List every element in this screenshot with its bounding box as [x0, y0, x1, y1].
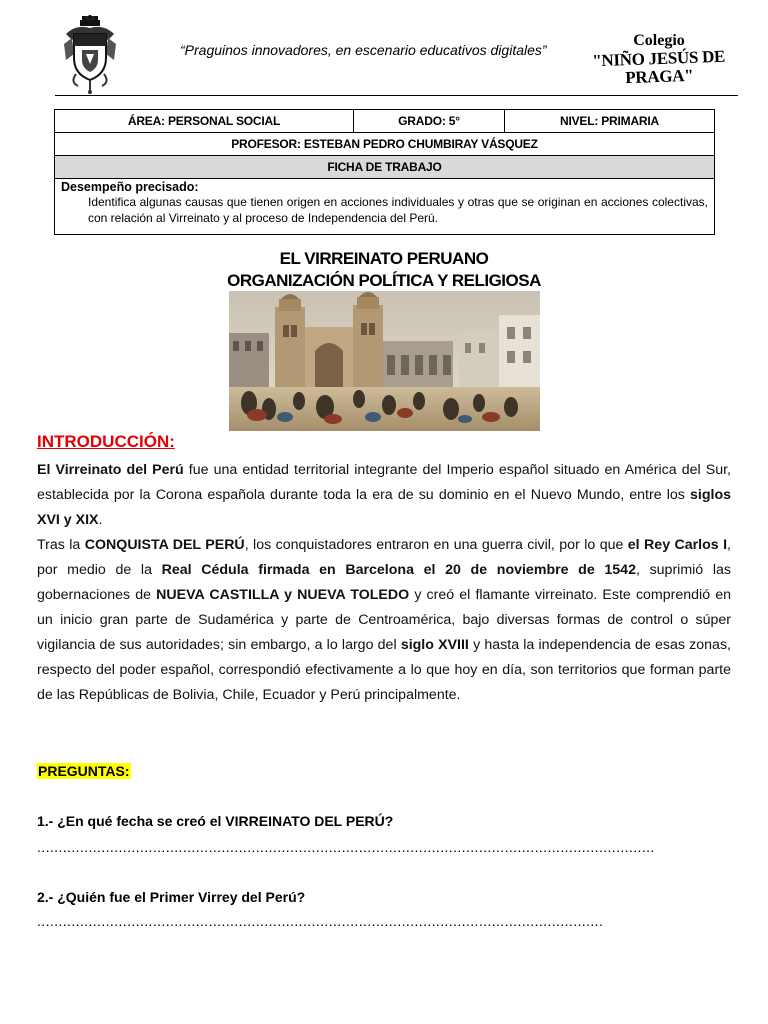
college-line2: "NIÑO JESÚS DE PRAGA": [591, 46, 726, 88]
question-1: 1.- ¿En qué fecha se creó el VIRREINATO DEL PERÚ?: [37, 813, 394, 829]
intro-p2-bold-5: siglo XVIII: [400, 637, 469, 653]
intro-p2-text-2: , por medio de la: [37, 537, 731, 578]
intro-p1-bold-1: El Virreinato del Perú: [37, 462, 184, 478]
grado-cell: GRADO: 5°: [354, 110, 505, 133]
intro-p1-text-2: .: [98, 512, 103, 528]
college-logo-text: [586, 32, 732, 86]
desempeno-cell: [55, 179, 715, 235]
intro-body: [37, 458, 731, 708]
intro-p2-text-1: , los conquistadores entraron en una guerra civil, por lo que: [244, 537, 628, 553]
info-row-1: [55, 110, 715, 133]
intro-p2-text-0: Tras la: [37, 537, 85, 553]
header-divider: [55, 95, 738, 96]
intro-heading: INTRODUCCIÓN:: [37, 432, 175, 451]
desempeno-text: Identifica algunas causas que tienen origen en acciones individuales y otras que se originan en acciones colectivas, con relación al Virreinato y al proceso de Independencia del Perú.: [88, 195, 708, 225]
colonial-lima-plaza-illustration: [229, 291, 540, 431]
intro-p2-bold-1: CONQUISTA DEL PERÚ: [84, 537, 245, 553]
intro-p2-bold-2: el Rey Carlos I: [627, 537, 728, 553]
desempeno-label: Desempeño precisado:: [61, 180, 199, 194]
intro-p2-text-4: y creó el flamante virreinato. Este comprendió en un inicio gran parte de Sudamérica y parte de Centroamérica, bajo diversas formas de control o súper vigilancia de sus autoridades; sin embargo, a lo largo del: [37, 587, 731, 653]
page-title: EL VIRREINATO PERUANO: [279, 249, 489, 268]
intro-p1-bold-2: siglos XVI y XIX: [37, 487, 731, 528]
answer-line-1[interactable]: ................................................................................................................................................: [37, 839, 655, 855]
info-table: [54, 109, 715, 235]
intro-paragraph-1: [37, 458, 731, 533]
info-row-4: [55, 179, 715, 235]
intro-p2-bold-4: NUEVA CASTILLA y NUEVA TOLEDO: [156, 587, 410, 603]
intro-p2-text-3: , suprimió las gobernaciones de: [37, 562, 731, 603]
info-row-3: [55, 156, 715, 179]
school-slogan: “Praguinos innovadores, en escenario educativos digitales”: [180, 42, 547, 58]
area-cell: ÁREA: PERSONAL SOCIAL: [55, 110, 354, 133]
college-line1: Colegio: [633, 32, 685, 49]
question-2: 2.- ¿Quién fue el Primer Virrey del Perú?: [37, 889, 306, 905]
intro-p1-text-1: fue una entidad territorial integrante del Imperio español situado en América del Sur, establecida por la Corona española durante toda la era de su dominio en el Nuevo Mundo, entre los: [37, 462, 732, 503]
intro-paragraph-2: [37, 533, 731, 708]
intro-p2-text-5: y hasta la independencia de esas zonas, respecto del poder español, correspondió efectivamente a lo que hoy en día, son territorios que forman parte de las Repúblicas de Bolivia, Chile, Ecuador y Perú principalmente.: [37, 637, 731, 703]
answer-line-2[interactable]: ....................................................................................................................................: [37, 913, 604, 929]
page-header: [0, 0, 768, 100]
info-row-2: [55, 133, 715, 156]
questions-heading: PREGUNTAS:: [38, 763, 130, 779]
profesor-cell: PROFESOR: ESTEBAN PEDRO CHUMBIRAY VÁSQUEZ: [55, 133, 715, 156]
intro-p2-bold-3: Real Cédula firmada en Barcelona el 20 de noviembre de 1542: [161, 562, 636, 578]
nivel-cell: NIVEL: PRIMARIA: [505, 110, 715, 133]
school-crest-icon: [62, 14, 118, 96]
ficha-cell: FICHA DE TRABAJO: [55, 156, 715, 179]
page-subtitle: ORGANIZACIÓN POLÍTICA Y RELIGIOSA: [227, 271, 541, 290]
